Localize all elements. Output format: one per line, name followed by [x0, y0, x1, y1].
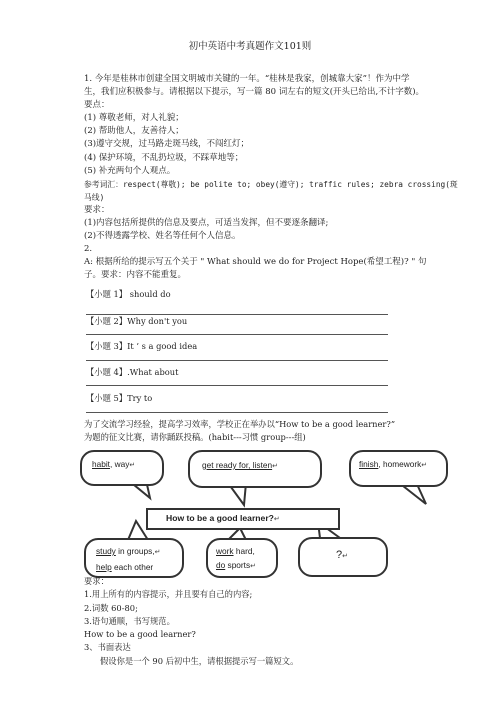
- q3-instruction: 假设你是一个 90 后初中生，请根据提示写一篇短文。: [100, 655, 299, 666]
- bubble-text: each other: [111, 562, 154, 572]
- q2-b-line: 为题的征文比赛，请你踊跃投稿。(habit---习惯 group---组): [84, 432, 306, 443]
- return-mark-icon: ↵: [129, 462, 136, 469]
- center-topic-box: [146, 508, 340, 530]
- q2-a-instruction: A: 根据所给的提示写五个关于 " What should we do for Project Hope(希望工程)? " 句: [84, 257, 427, 268]
- bubble-finish: [349, 450, 448, 487]
- bubble-habit: [80, 450, 164, 486]
- essay-title: How to be a good learner?: [84, 629, 196, 640]
- bubble-text: , way: [110, 459, 130, 469]
- q2-a-instruction-cont: 子。要求：内容不能重复。: [84, 270, 187, 281]
- answer-item-label: 【小题 4】.What about: [86, 367, 179, 377]
- answer-item-label: 【小题 5】Try to: [86, 393, 153, 403]
- requirements-title: 要求：: [84, 576, 109, 586]
- answer-item-label: 【小题 2】Why don't you: [86, 316, 188, 326]
- q2-b-requirements: [84, 575, 434, 668]
- bubble-keyword: help: [96, 562, 112, 572]
- bubble-get-ready: [188, 450, 322, 488]
- q1-point: (3)遵守交规，过马路走斑马线，不闯红灯；: [84, 139, 250, 150]
- bubble-text: get ready for, listen: [202, 460, 273, 470]
- q1-line: 1. 今年是桂林市创建全国文明城市关键的一年。“桂林是我家，创城靠大家”！作为中学: [84, 74, 410, 84]
- center-topic: How to be a good learner?: [166, 513, 274, 523]
- page-title: 初中英语中考真题作文101则: [188, 41, 312, 52]
- q1-reference-vocab-cont: 马线): [84, 192, 105, 202]
- q1-reference-vocab: 参考词汇：respect(尊敬); be polite to; obey(遵守); traffic rules; zebra crossing(斑: [84, 179, 458, 189]
- q1-requirement: (1)内容包括所提供的信息及要点，可适当发挥，但不要逐条翻译;: [84, 218, 329, 229]
- bubble-text: sports: [225, 560, 251, 570]
- bubble-keyword: finish: [359, 459, 379, 469]
- bubble-keyword: habit: [92, 459, 110, 469]
- return-mark-icon: ↵: [154, 549, 161, 556]
- requirement-item: 2.词数 60-80;: [84, 602, 138, 613]
- bubble-text: ?: [336, 549, 343, 561]
- return-mark-icon: ↵: [421, 462, 428, 469]
- q1-point: (4) 保护环境，不乱扔垃圾，不踩草地等；: [84, 152, 244, 163]
- return-mark-icon: ↵: [250, 563, 257, 570]
- requirement-item: 3.语句通顺，书写规范。: [84, 615, 175, 626]
- q1-point: (1) 尊敬老师，对人礼貌；: [84, 113, 184, 124]
- q1-point: (2) 帮助他人，友善待人；: [84, 126, 184, 137]
- bubble-keyword: do: [216, 560, 226, 570]
- q3-heading: 3、书面表达: [84, 642, 131, 653]
- return-mark-icon: ↵: [273, 516, 280, 523]
- bubble-text: hard,: [233, 546, 255, 556]
- return-mark-icon: ↵: [342, 553, 348, 560]
- bubble-text: , homework: [378, 459, 422, 469]
- requirement-item: 1.用上所有的内容提示，并且要有自己的内容;: [84, 589, 253, 600]
- q1-requirement: (2)不得透露学校、姓名等任何个人信息。: [84, 231, 241, 242]
- q2-b-line: 为了交流学习经验，提高学习效率，学校正在举办以“How to be a good learner?”: [84, 419, 396, 429]
- bubble-work: [206, 538, 278, 578]
- bubble-text: in groups,: [115, 546, 155, 556]
- bubble-keyword: work: [216, 546, 234, 556]
- q1-requirements-title: 要求：: [84, 204, 110, 215]
- answer-item-label: 【小题 1】 should do: [86, 289, 171, 299]
- q1-line: 生，我们应积极参与。请根据以下提示，写一篇 80 词左右的短文(开头已给出,不计字数)。: [84, 87, 425, 98]
- bubble-study: [84, 538, 184, 578]
- bubble-keyword: study: [96, 546, 116, 556]
- q2-number: 2.: [84, 244, 93, 255]
- q1-line: 要点：: [84, 100, 110, 111]
- bubble-question: [298, 537, 388, 577]
- return-mark-icon: ↵: [272, 463, 278, 470]
- answer-item-label: 【小题 3】It ’ s a good idea: [86, 341, 198, 351]
- q1-point: (5) 补充两句个人观点。: [84, 165, 176, 176]
